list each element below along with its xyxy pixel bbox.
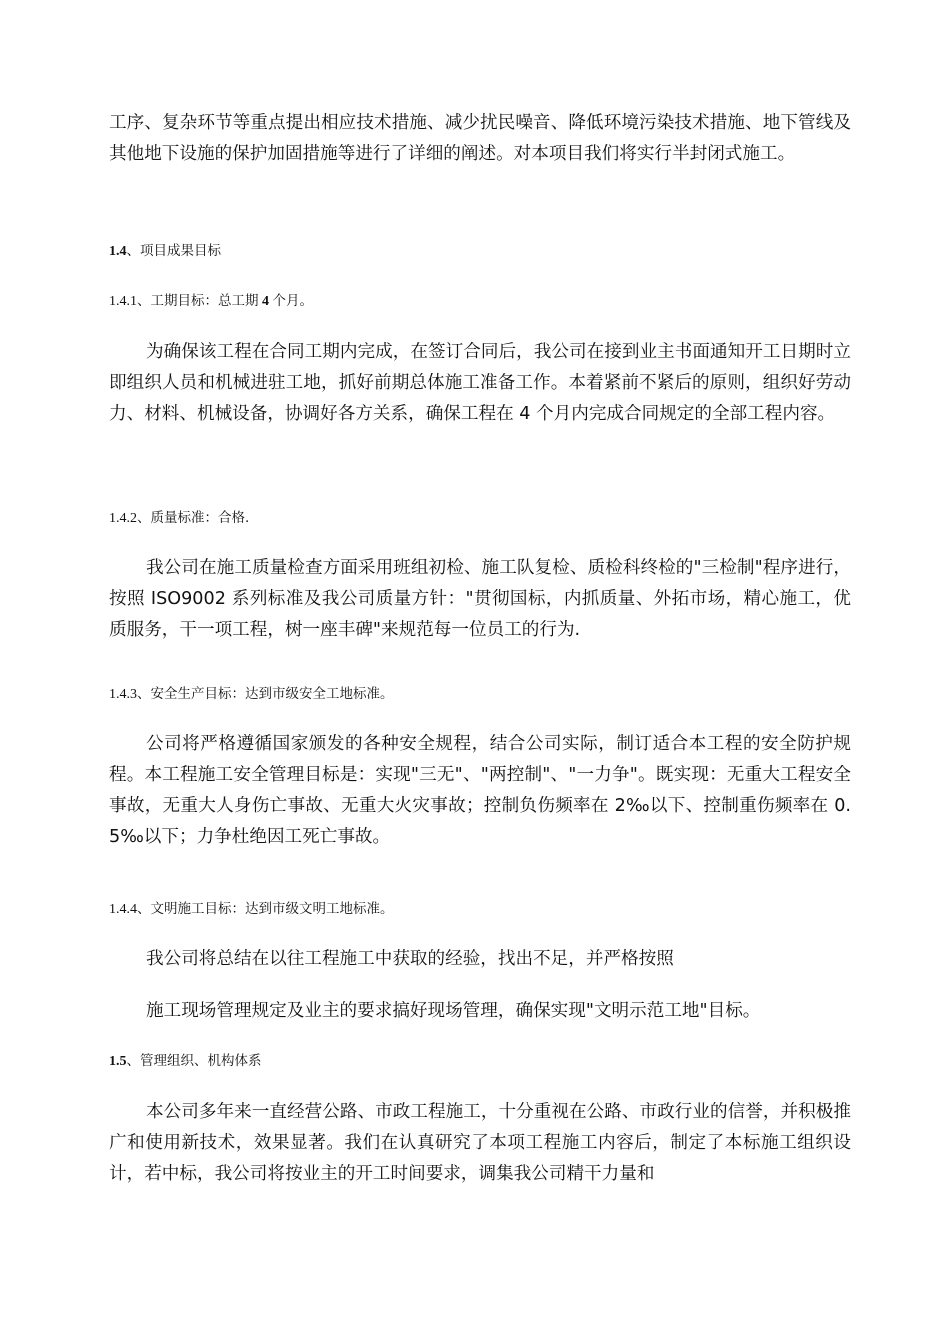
section-number: 1.4.4 <box>109 902 137 917</box>
section-number: 1.4.2 <box>109 511 137 526</box>
duration-unit: 个月。 <box>272 293 313 309</box>
section-heading-1-4-2 <box>109 508 851 529</box>
section-number: 1.4.3 <box>109 687 137 702</box>
section-heading-1-4-1 <box>109 291 851 312</box>
section-title: 、安全生产目标：达到市级安全工地标准。 <box>137 686 394 702</box>
paragraph-safety: 公司将严格遵循国家颁发的各种安全规程，结合公司实际，制订适合本工程的安全防护规程。本工程施工安全管理目标是：实现"三无"、"两控制"、"一力争"。既实现：无重大工程安全事故，无重大人身伤亡事故、无重大火灾事故；控制负伤频率在 2‰以下、控制重伤频率在 0.5‰以下；力争杜绝因工死亡事故。 <box>109 734 851 847</box>
paragraph-intro: 工序、复杂环节等重点提出相应技术措施、减少扰民噪音、降低环境污染技术措施、地下管线及其他地下设施的保护加固措施等进行了详细的阐述。对本项目我们将实行半封闭式施工。 <box>109 113 851 164</box>
section-heading-1-4 <box>109 241 851 262</box>
section-title: 、质量标准：合格. <box>137 510 250 526</box>
section-number: 1.4 <box>109 244 127 259</box>
paragraph-civilized-2: 施工现场管理规定及业主的要求搞好现场管理，确保实现"文明示范工地"目标。 <box>146 1001 761 1021</box>
section-title: 、管理组织、机构体系 <box>126 1053 262 1069</box>
paragraph-schedule: 为确保该工程在合同工期内完成，在签订合同后，我公司在接到业主书面通知开工日期时立即组织人员和机械进驻工地，抓好前期总体施工准备工作。本着紧前不紧后的原则，组织好劳动力、材料、机械设备，协调好各方关系，确保工程在 4 个月内完成合同规定的全部工程内容。 <box>109 342 851 424</box>
section-heading-1-4-3 <box>109 684 851 705</box>
section-number: 1.4.1 <box>109 294 137 309</box>
section-number: 1.5 <box>109 1054 127 1069</box>
section-title: 、项目成果目标 <box>126 243 221 259</box>
duration-value: 4 <box>262 294 269 309</box>
section-title: 、文明施工目标：达到市级文明工地标准。 <box>137 901 394 917</box>
section-title: 、工期目标：总工期 <box>137 293 259 309</box>
section-heading-1-4-4 <box>109 899 851 920</box>
section-heading-1-5 <box>109 1051 851 1072</box>
paragraph-quality: 我公司在施工质量检查方面采用班组初检、施工队复检、质检科终检的"三检制"程序进行，按照 ISO9002 系列标准及我公司质量方针："贯彻国标，内抓质量、外拓市场，精心施工，优质服务，干一项工程，树一座丰碑"来规范每一位员工的行为. <box>109 558 851 640</box>
paragraph-organization: 本公司多年来一直经营公路、市政工程施工，十分重视在公路、市政行业的信誉，并积极推广和使用新技术，效果显著。我们在认真研究了本项工程施工内容后，制定了本标施工组织设计，若中标，我公司将按业主的开工时间要求，调集我公司精干力量和 <box>109 1102 851 1184</box>
paragraph-civilized-1: 我公司将总结在以往工程施工中获取的经验，找出不足，并严格按照 <box>146 949 674 969</box>
